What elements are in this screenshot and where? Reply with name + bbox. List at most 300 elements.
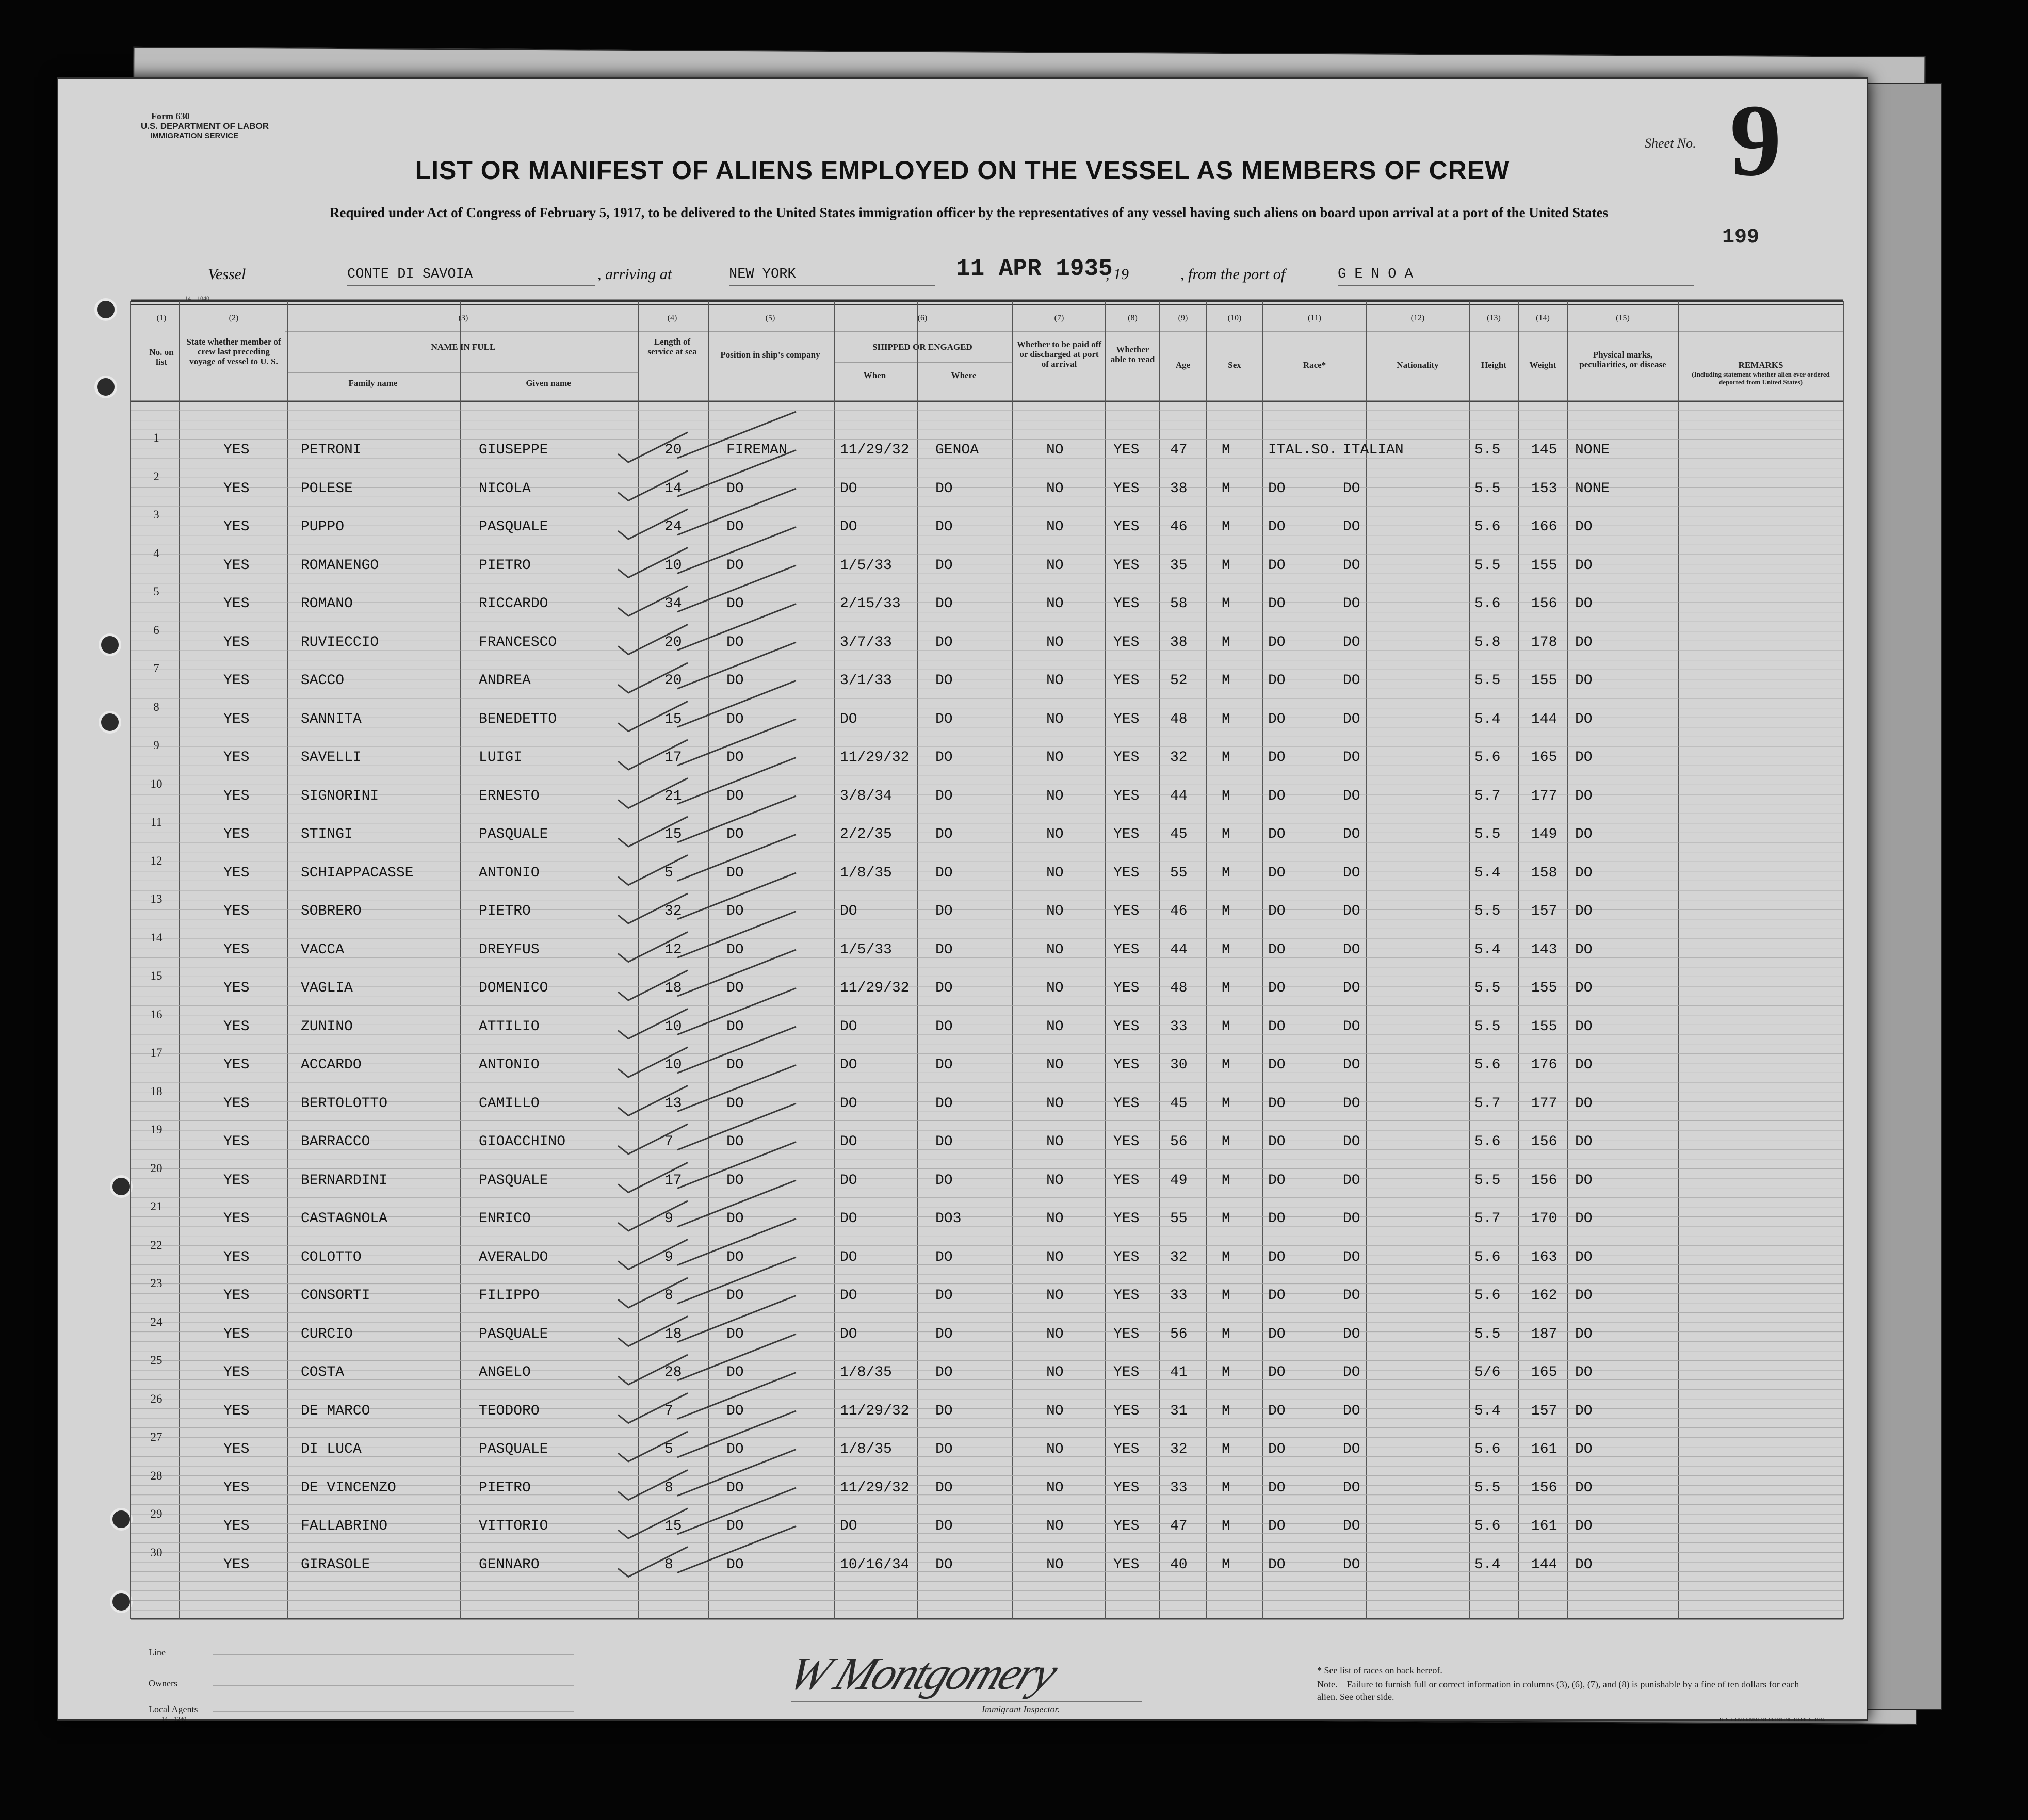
family-name-cell: SAVELLI xyxy=(301,750,362,766)
shipped-where-cell: DO xyxy=(935,1441,953,1457)
row-number: 12 xyxy=(150,854,163,867)
race-cell: DO xyxy=(1268,1249,1286,1265)
nationality-cell: DO xyxy=(1343,1134,1360,1150)
age-cell: 41 xyxy=(1170,1364,1188,1380)
given-name-cell: ERNESTO xyxy=(479,788,540,804)
shipped-when-cell: 3/1/33 xyxy=(840,673,892,689)
shipped-where-cell: DO xyxy=(935,865,953,881)
age-cell: 30 xyxy=(1170,1057,1188,1073)
family-name-cell: PETRONI xyxy=(301,442,362,458)
able-read-cell: YES xyxy=(1113,903,1140,919)
service-length-cell: 9 xyxy=(664,1211,673,1227)
nationality-cell: DO xyxy=(1343,1018,1360,1035)
given-name-cell: PASQUALE xyxy=(479,826,548,842)
sex-cell: M xyxy=(1222,1518,1230,1534)
physical-marks-cell: DO xyxy=(1575,865,1593,881)
age-cell: 47 xyxy=(1170,442,1188,458)
service-length-cell: 17 xyxy=(664,1172,682,1189)
nationality-cell: DO xyxy=(1343,1057,1360,1073)
col-num-13: (13) xyxy=(1487,314,1501,322)
service-length-cell: 10 xyxy=(664,1018,682,1035)
physical-marks-cell: DO xyxy=(1575,1364,1593,1380)
col-sub-given: Given name xyxy=(526,378,571,388)
weight-cell: 155 xyxy=(1531,673,1557,689)
age-cell: 56 xyxy=(1170,1134,1188,1150)
nationality-cell: DO xyxy=(1343,980,1360,996)
physical-marks-cell: DO xyxy=(1575,1018,1593,1035)
physical-marks-cell: DO xyxy=(1575,1249,1593,1265)
able-read-cell: YES xyxy=(1113,980,1140,996)
given-name-cell: AVERALDO xyxy=(479,1249,548,1265)
race-cell: DO xyxy=(1268,1480,1286,1496)
prev-voyage-cell: YES xyxy=(223,1211,250,1227)
shipped-when-cell: 1/8/35 xyxy=(840,1364,892,1380)
shipped-where-cell: DO xyxy=(935,980,953,996)
service-length-cell: 5 xyxy=(664,1441,673,1457)
check-mark xyxy=(618,565,796,616)
note-races: * See list of races on back hereof. xyxy=(1317,1665,1442,1676)
age-cell: 44 xyxy=(1170,941,1188,958)
position-cell: DO xyxy=(726,519,744,535)
height-cell: 5.7 xyxy=(1474,1211,1501,1227)
vessel-name: CONTE DI SAVOIA xyxy=(347,267,473,282)
paid-off-cell: NO xyxy=(1046,750,1064,766)
position-cell: DO xyxy=(726,903,744,919)
weight-cell: 161 xyxy=(1531,1518,1557,1534)
sex-cell: M xyxy=(1222,1018,1230,1035)
shipped-when-cell: DO xyxy=(840,1211,857,1227)
given-name-cell: GIUSEPPE xyxy=(479,442,548,458)
prev-voyage-cell: YES xyxy=(223,788,250,804)
physical-marks-cell: DO xyxy=(1575,1403,1593,1419)
row-number: 14 xyxy=(150,931,163,944)
weight-cell: 166 xyxy=(1531,519,1557,535)
sex-cell: M xyxy=(1222,1095,1230,1112)
check-mark xyxy=(618,642,796,693)
given-name-cell: DREYFUS xyxy=(479,941,540,958)
given-name-cell: ANGELO xyxy=(479,1364,531,1380)
physical-marks-cell: DO xyxy=(1575,596,1593,612)
row-number: 10 xyxy=(150,777,163,790)
age-cell: 49 xyxy=(1170,1172,1188,1189)
weight-cell: 157 xyxy=(1531,903,1557,919)
shipped-when-cell: DO xyxy=(840,1134,857,1150)
height-cell: 5.4 xyxy=(1474,1403,1501,1419)
col-num-2: (2) xyxy=(229,314,239,322)
nationality-cell: DO xyxy=(1343,1211,1360,1227)
position-cell: FIREMAN xyxy=(726,442,787,458)
race-cell: DO xyxy=(1268,1211,1286,1227)
prev-voyage-cell: YES xyxy=(223,1249,250,1265)
age-cell: 38 xyxy=(1170,634,1188,651)
physical-marks-cell: DO xyxy=(1575,903,1593,919)
nationality-cell: DO xyxy=(1343,903,1360,919)
weight-cell: 165 xyxy=(1531,1364,1557,1380)
sex-cell: M xyxy=(1222,980,1230,996)
able-read-cell: YES xyxy=(1113,1556,1140,1573)
weight-cell: 155 xyxy=(1531,557,1557,574)
row-number: 20 xyxy=(150,1161,163,1175)
position-cell: DO xyxy=(726,1518,744,1534)
paid-off-cell: NO xyxy=(1046,673,1064,689)
physical-marks-cell: DO xyxy=(1575,1326,1593,1342)
shipped-when-cell: DO xyxy=(840,711,857,727)
family-name-cell: CURCIO xyxy=(301,1326,353,1342)
service-length-cell: 10 xyxy=(664,557,682,574)
shipped-where-cell: GENOA xyxy=(935,442,979,458)
weight-cell: 187 xyxy=(1531,1326,1557,1342)
nationality-cell: DO xyxy=(1343,596,1360,612)
age-cell: 40 xyxy=(1170,1556,1188,1573)
race-cell: DO xyxy=(1268,750,1286,766)
shipped-when-cell: 1/8/35 xyxy=(840,865,892,881)
paid-off-cell: NO xyxy=(1046,1326,1064,1342)
col-head-11: Race* xyxy=(1303,360,1326,370)
shipped-when-cell: DO xyxy=(840,1057,857,1073)
race-cell: DO xyxy=(1268,634,1286,651)
prev-voyage-cell: YES xyxy=(223,941,250,958)
family-name-cell: DE VINCENZO xyxy=(301,1480,396,1496)
footer-line-label: Line xyxy=(149,1647,166,1658)
age-cell: 38 xyxy=(1170,480,1188,497)
sex-cell: M xyxy=(1222,826,1230,842)
family-name-cell: BERTOLOTTO xyxy=(301,1095,388,1112)
race-cell: DO xyxy=(1268,1326,1286,1342)
weight-cell: 156 xyxy=(1531,1480,1557,1496)
shipped-where-cell: DO xyxy=(935,1518,953,1534)
weight-cell: 177 xyxy=(1531,1095,1557,1112)
position-cell: DO xyxy=(726,788,744,804)
given-name-cell: ATTILIO xyxy=(479,1018,540,1035)
shipped-where-cell: DO xyxy=(935,1134,953,1150)
sex-cell: M xyxy=(1222,596,1230,612)
height-cell: 5.4 xyxy=(1474,711,1501,727)
family-name-cell: GIRASOLE xyxy=(301,1556,370,1573)
sex-cell: M xyxy=(1222,711,1230,727)
shipped-where-cell: DO xyxy=(935,1480,953,1496)
paid-off-cell: NO xyxy=(1046,1441,1064,1457)
physical-marks-cell: DO xyxy=(1575,826,1593,842)
able-read-cell: YES xyxy=(1113,1518,1140,1534)
paid-off-cell: NO xyxy=(1046,1057,1064,1073)
col-head-3: NAME IN FULL xyxy=(431,342,496,352)
age-cell: 46 xyxy=(1170,903,1188,919)
col-num-11: (11) xyxy=(1307,314,1322,322)
height-cell: 5.5 xyxy=(1474,480,1501,497)
row-number: 1 xyxy=(153,431,159,444)
department-label: U.S. DEPARTMENT OF LABOR xyxy=(141,121,269,131)
row-number: 17 xyxy=(150,1046,163,1059)
service-length-cell: 20 xyxy=(664,673,682,689)
row-number: 4 xyxy=(153,546,159,560)
height-cell: 5.5 xyxy=(1474,826,1501,842)
shipped-when-cell: 10/16/34 xyxy=(840,1556,910,1573)
shipped-where-cell: DO xyxy=(935,1249,953,1265)
sex-cell: M xyxy=(1222,442,1230,458)
paid-off-cell: NO xyxy=(1046,519,1064,535)
sex-cell: M xyxy=(1222,634,1230,651)
row-number: 2 xyxy=(153,469,159,483)
col-head-12: Nationality xyxy=(1397,360,1439,370)
family-name-cell: ROMANENGO xyxy=(301,557,379,574)
nationality-cell: DO xyxy=(1343,1249,1360,1265)
shipped-where-cell: DO xyxy=(935,673,953,689)
sex-cell: M xyxy=(1222,1211,1230,1227)
row-number: 18 xyxy=(150,1084,163,1098)
check-mark xyxy=(618,1526,796,1577)
age-cell: 46 xyxy=(1170,519,1188,535)
service-length-cell: 9 xyxy=(664,1249,673,1265)
nationality-cell: DO xyxy=(1343,1480,1360,1496)
race-cell: DO xyxy=(1268,1134,1286,1150)
col-num-6: (6) xyxy=(917,314,928,322)
race-cell: DO xyxy=(1268,1057,1286,1073)
height-cell: 5.4 xyxy=(1474,941,1501,958)
paper-edge-right xyxy=(1857,83,1942,1710)
shipped-when-cell: 1/5/33 xyxy=(840,941,892,958)
weight-cell: 155 xyxy=(1531,1018,1557,1035)
given-name-cell: DOMENICO xyxy=(479,980,548,996)
service-length-cell: 8 xyxy=(664,1480,673,1496)
age-cell: 52 xyxy=(1170,673,1188,689)
family-name-cell: ROMANO xyxy=(301,596,353,612)
paid-off-cell: NO xyxy=(1046,1249,1064,1265)
able-read-cell: YES xyxy=(1113,1288,1140,1304)
height-cell: 5.4 xyxy=(1474,1556,1501,1573)
nationality-cell: DO xyxy=(1343,480,1360,497)
prev-voyage-cell: YES xyxy=(223,673,250,689)
height-cell: 5/6 xyxy=(1474,1364,1501,1380)
able-read-cell: YES xyxy=(1113,1057,1140,1073)
col-num-4: (4) xyxy=(667,314,677,322)
race-cell: DO xyxy=(1268,1018,1286,1035)
height-cell: 5.5 xyxy=(1474,903,1501,919)
col-num-15: (15) xyxy=(1616,314,1630,322)
shipped-where-cell: DO xyxy=(935,1172,953,1189)
shipped-when-cell: DO xyxy=(840,1326,857,1342)
given-name-cell: BENEDETTO xyxy=(479,711,557,727)
family-name-cell: CASTAGNOLA xyxy=(301,1211,388,1227)
height-cell: 5.6 xyxy=(1474,1057,1501,1073)
col-head-14: Weight xyxy=(1529,360,1556,370)
age-cell: 33 xyxy=(1170,1018,1188,1035)
height-cell: 5.6 xyxy=(1474,1288,1501,1304)
row-number: 16 xyxy=(150,1008,163,1021)
check-mark xyxy=(618,1488,796,1538)
paid-off-cell: NO xyxy=(1046,1211,1064,1227)
sheet-label: Sheet No. xyxy=(1645,136,1696,151)
sex-cell: M xyxy=(1222,941,1230,958)
arriving-port: NEW YORK xyxy=(729,267,796,282)
shipped-where-cell: DO xyxy=(935,596,953,612)
shipped-when-cell: DO xyxy=(840,1018,857,1035)
shipped-when-cell: 1/5/33 xyxy=(840,557,892,574)
family-name-cell: BARRACCO xyxy=(301,1134,370,1150)
height-cell: 5.6 xyxy=(1474,1134,1501,1150)
age-cell: 45 xyxy=(1170,826,1188,842)
physical-marks-cell: DO xyxy=(1575,1556,1593,1573)
able-read-cell: YES xyxy=(1113,941,1140,958)
height-cell: 5.5 xyxy=(1474,1326,1501,1342)
family-name-cell: FALLABRINO xyxy=(301,1518,388,1534)
year-label: , 19 xyxy=(1106,266,1129,283)
row-number: 13 xyxy=(150,892,163,905)
shipped-when-cell: 11/29/32 xyxy=(840,750,910,766)
physical-marks-cell: DO xyxy=(1575,1057,1593,1073)
paid-off-cell: NO xyxy=(1046,1364,1064,1380)
able-read-cell: YES xyxy=(1113,788,1140,804)
nationality-cell: DO xyxy=(1343,711,1360,727)
race-cell: DO xyxy=(1268,1518,1286,1534)
paid-off-cell: NO xyxy=(1046,557,1064,574)
shipped-where-cell: DO xyxy=(935,557,953,574)
col-head-7: Whether to be paid off or discharged at port of arrival xyxy=(1016,339,1101,369)
race-cell: DO xyxy=(1268,941,1286,958)
physical-marks-cell: DO xyxy=(1575,788,1593,804)
race-cell: DO xyxy=(1268,480,1286,497)
position-cell: DO xyxy=(726,1441,744,1457)
family-name-cell: COSTA xyxy=(301,1364,345,1380)
paid-off-cell: NO xyxy=(1046,788,1064,804)
height-cell: 5.6 xyxy=(1474,596,1501,612)
height-cell: 5.5 xyxy=(1474,980,1501,996)
col-head-1: No. on list xyxy=(149,347,174,367)
race-cell: DO xyxy=(1268,596,1286,612)
physical-marks-cell: NONE xyxy=(1575,480,1610,497)
shipped-where-cell: DO xyxy=(935,711,953,727)
physical-marks-cell: DO xyxy=(1575,750,1593,766)
sex-cell: M xyxy=(1222,903,1230,919)
weight-cell: 145 xyxy=(1531,442,1557,458)
given-name-cell: PASQUALE xyxy=(479,519,548,535)
paid-off-cell: NO xyxy=(1046,1018,1064,1035)
height-cell: 5.7 xyxy=(1474,1095,1501,1112)
family-name-cell: STINGI xyxy=(301,826,353,842)
prev-voyage-cell: YES xyxy=(223,442,250,458)
nationality-cell: DO xyxy=(1343,941,1360,958)
shipped-when-cell: DO xyxy=(840,1249,857,1265)
row-number: 3 xyxy=(153,508,159,521)
able-read-cell: YES xyxy=(1113,711,1140,727)
able-read-cell: YES xyxy=(1113,865,1140,881)
prev-voyage-cell: YES xyxy=(223,1518,250,1534)
shipped-when-cell: DO xyxy=(840,1518,857,1534)
col-sub-family: Family name xyxy=(348,378,398,388)
able-read-cell: YES xyxy=(1113,519,1140,535)
given-name-cell: FILIPPO xyxy=(479,1288,540,1304)
row-number: 9 xyxy=(153,739,159,752)
physical-marks-cell: DO xyxy=(1575,1095,1593,1112)
weight-cell: 176 xyxy=(1531,1057,1557,1073)
age-cell: 48 xyxy=(1170,980,1188,996)
able-read-cell: YES xyxy=(1113,442,1140,458)
family-name-cell: VACCA xyxy=(301,941,345,958)
col-num-3: (3) xyxy=(458,314,468,322)
physical-marks-cell: DO xyxy=(1575,557,1593,574)
check-mark xyxy=(618,1411,796,1461)
shipped-when-cell: 2/15/33 xyxy=(840,596,901,612)
given-name-cell: GIOACCHINO xyxy=(479,1134,566,1150)
age-cell: 44 xyxy=(1170,788,1188,804)
age-cell: 35 xyxy=(1170,557,1188,574)
position-cell: DO xyxy=(726,941,744,958)
paid-off-cell: NO xyxy=(1046,903,1064,919)
shipped-where-cell: DO xyxy=(935,1326,953,1342)
row-number: 11 xyxy=(150,816,163,828)
row-number: 6 xyxy=(153,623,159,637)
shipped-where-cell: DO xyxy=(935,634,953,651)
shipped-where-cell: DO xyxy=(935,1095,953,1112)
row-number: 30 xyxy=(150,1546,163,1559)
shipped-where-cell: DO3 xyxy=(935,1211,962,1227)
weight-cell: 156 xyxy=(1531,1134,1557,1150)
nationality-cell: ITALIAN xyxy=(1343,442,1404,458)
nationality-cell: DO xyxy=(1343,1095,1360,1112)
row-number: 19 xyxy=(150,1123,163,1136)
height-cell: 5.5 xyxy=(1474,673,1501,689)
family-name-cell: CONSORTI xyxy=(301,1288,370,1304)
weight-cell: 143 xyxy=(1531,941,1557,958)
sex-cell: M xyxy=(1222,865,1230,881)
age-cell: 47 xyxy=(1170,1518,1188,1534)
col-head-9: Age xyxy=(1175,360,1191,370)
height-cell: 5.5 xyxy=(1474,557,1501,574)
position-cell: DO xyxy=(726,1095,744,1112)
nationality-cell: DO xyxy=(1343,1441,1360,1457)
nationality-cell: DO xyxy=(1343,788,1360,804)
sex-cell: M xyxy=(1222,1134,1230,1150)
race-cell: DO xyxy=(1268,1403,1286,1419)
col-sub-when: When xyxy=(863,370,886,380)
position-cell: DO xyxy=(726,596,744,612)
service-length-cell: 24 xyxy=(664,519,682,535)
able-read-cell: YES xyxy=(1113,480,1140,497)
shipped-where-cell: DO xyxy=(935,1288,953,1304)
shipped-where-cell: DO xyxy=(935,826,953,842)
physical-marks-cell: DO xyxy=(1575,1172,1593,1189)
able-read-cell: YES xyxy=(1113,1249,1140,1265)
height-cell: 5.6 xyxy=(1474,1249,1501,1265)
check-mark xyxy=(618,527,796,578)
row-number: 29 xyxy=(150,1507,163,1520)
row-number: 7 xyxy=(153,662,159,675)
service-length-cell: 18 xyxy=(664,980,682,996)
position-cell: DO xyxy=(726,673,744,689)
nationality-cell: DO xyxy=(1343,634,1360,651)
prev-voyage-cell: YES xyxy=(223,1134,250,1150)
col-head-4: Length of service at sea xyxy=(647,337,697,356)
prev-voyage-cell: YES xyxy=(223,980,250,996)
family-name-cell: POLESE xyxy=(301,480,353,497)
position-cell: DO xyxy=(726,557,744,574)
physical-marks-cell: DO xyxy=(1575,980,1593,996)
age-cell: 58 xyxy=(1170,596,1188,612)
prev-voyage-cell: YES xyxy=(223,1057,250,1073)
col-sub-remarks: (Including statement whether alien ever ordered deported from United States) xyxy=(1692,370,1830,386)
row-number: 28 xyxy=(150,1469,163,1482)
nationality-cell: DO xyxy=(1343,1364,1360,1380)
shipped-when-cell: 11/29/32 xyxy=(840,1403,910,1419)
prev-voyage-cell: YES xyxy=(223,634,250,651)
shipped-where-cell: DO xyxy=(935,1556,953,1573)
note-penalty: Note.—Failure to furnish full or correct information in columns (3), (6), (7), and (8) is punishable by a fine of ten dollars for each alien. See other side. xyxy=(1317,1679,1799,1702)
inspector-label: Immigrant Inspector. xyxy=(982,1704,1060,1714)
position-cell: DO xyxy=(726,1556,744,1573)
service-length-cell: 20 xyxy=(664,442,682,458)
shipped-when-cell: 3/8/34 xyxy=(840,788,892,804)
vessel-label: Vessel xyxy=(208,266,246,283)
weight-cell: 157 xyxy=(1531,1403,1557,1419)
